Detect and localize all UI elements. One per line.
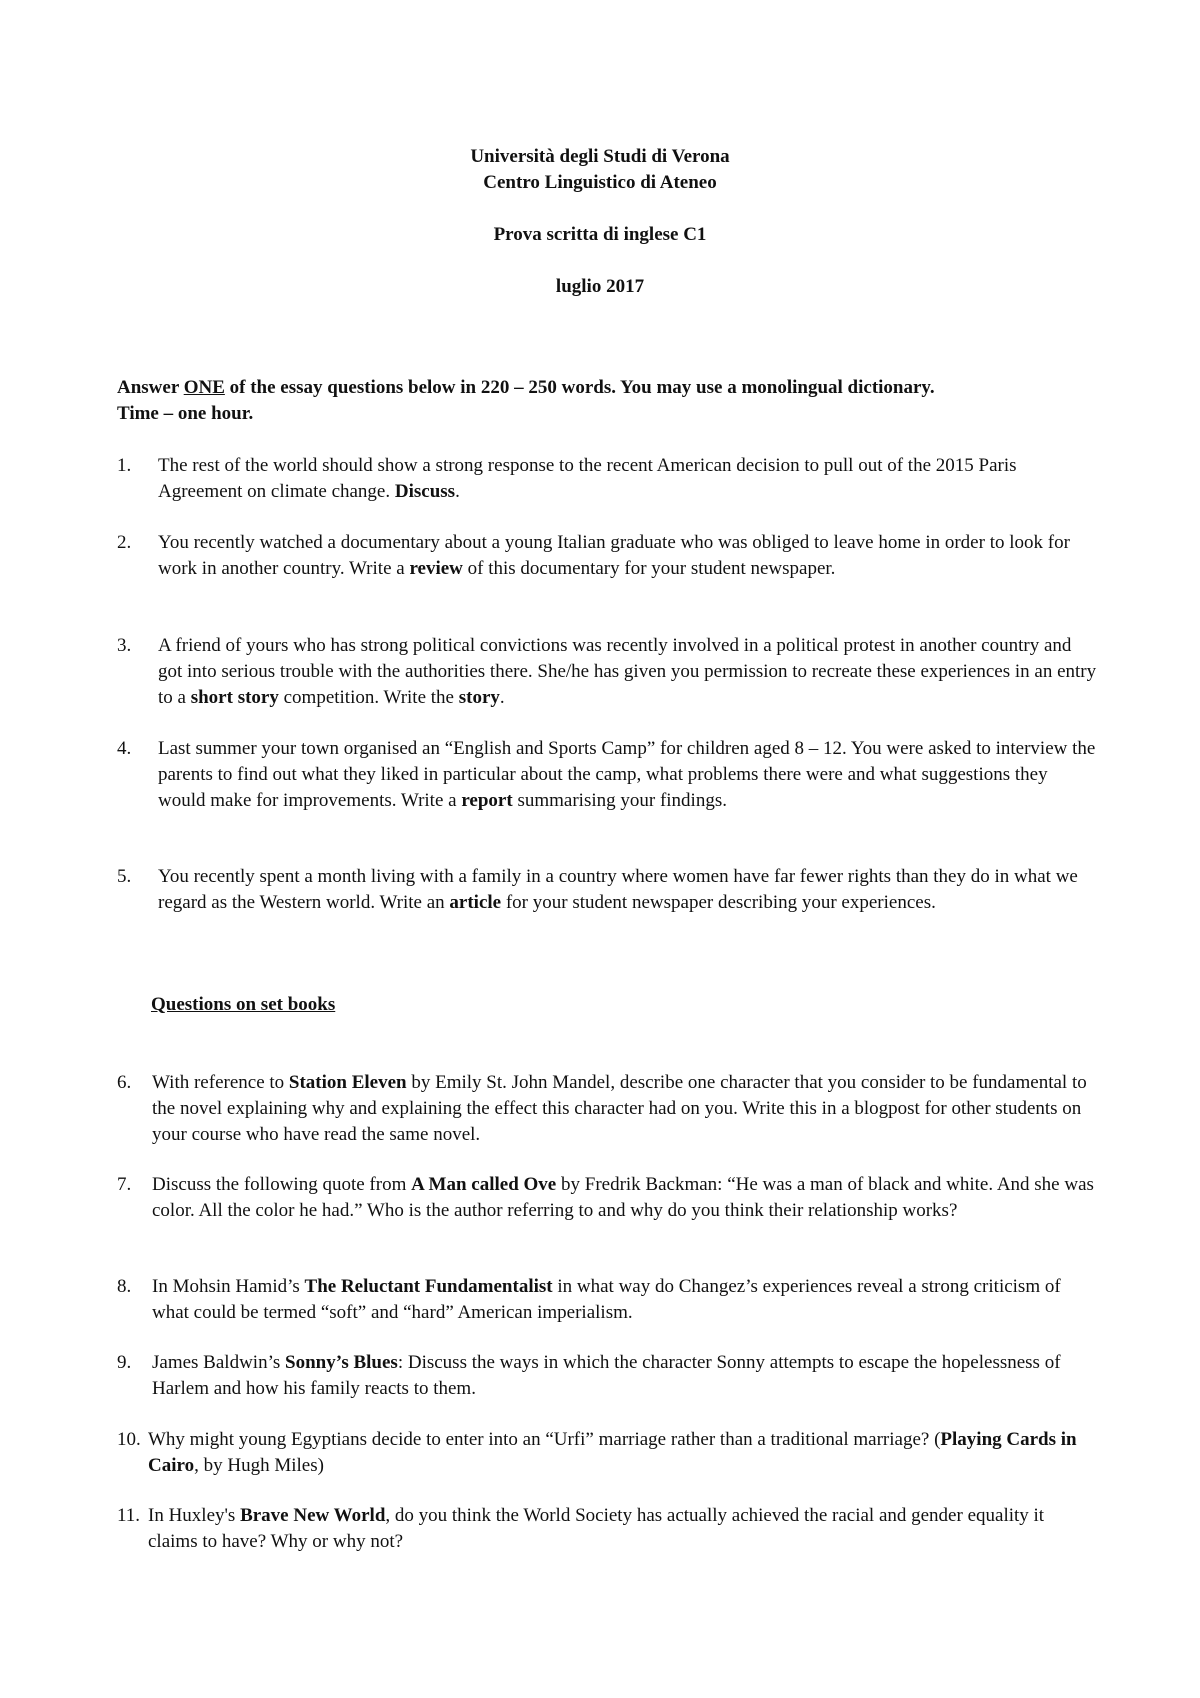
question-number: 2.: [117, 532, 132, 553]
set-books-heading: Questions on set books: [151, 994, 336, 1015]
question-text: You recently watched a documentary about a young Italian graduate who was obliged to leave home in order to look for work in another country. Write a review of this documentary for your student newspaper.: [158, 532, 1070, 579]
task-keyword: Discuss: [394, 481, 456, 502]
question-text: Why might young Egyptians decide to enter into an “Urfi” marriage rather than a traditional marriage? (Playing Cards in Cairo, by Hugh Miles): [148, 1429, 1077, 1476]
task-keyword: review: [409, 558, 463, 579]
book-title: Brave New World: [240, 1505, 386, 1526]
question-text: Discuss the following quote from A Man called Ove by Fredrik Backman: “He was a man of black and white. And she was color. All the color he had.” Who is the author referring to and why do you think their relationship works?: [152, 1174, 1094, 1221]
task-keyword: report: [461, 790, 513, 811]
question-number: 1.: [117, 455, 132, 476]
book-title: A Man called Ove: [411, 1174, 557, 1195]
question-text: A friend of yours who has strong political convictions was recently involved in a political protest in another country and got into serious trouble with the authorities there. She/he has given you permission to recreate these experiences in an entry to a short story competition. Write the story.: [158, 635, 1097, 708]
task-keyword: article: [449, 892, 502, 913]
university-name: Università degli Studi di Verona: [470, 146, 730, 167]
question-text: In Huxley's Brave New World, do you think the World Society has actually achieved the racial and gender equality it claims to have? Why or why not?: [148, 1505, 1045, 1552]
question-text: You recently spent a month living with a family in a country where women have far fewer rights than they do in what we regard as the Western world. Write an article for your student newspaper describing your experiences.: [158, 866, 1078, 913]
question-number: 6.: [117, 1072, 132, 1093]
question-number: 8.: [117, 1276, 132, 1297]
question-number: 7.: [117, 1174, 132, 1195]
exam-date: luglio 2017: [555, 276, 645, 297]
book-title: The Reluctant Fundamentalist: [304, 1276, 553, 1297]
exam-instructions: [117, 375, 1097, 427]
question-number: 11.: [117, 1505, 141, 1526]
task-keyword: short story: [190, 687, 279, 708]
question-number: 4.: [117, 738, 132, 759]
question-number: 9.: [117, 1352, 132, 1373]
instructions-pre: Answer: [117, 377, 184, 398]
centre-name: Centro Linguistico di Ateneo: [483, 172, 717, 193]
question-text: The rest of the world should show a strong response to the recent American decision to pull out of the 2015 Paris Agreement on climate change. Discuss.: [158, 455, 1017, 502]
book-title: Sonny’s Blues: [285, 1352, 398, 1373]
exam-title: Prova scritta di inglese C1: [493, 224, 707, 245]
question-text: In Mohsin Hamid’s The Reluctant Fundamentalist in what way do Changez’s experiences reveal a strong criticism of what could be termed “soft” and “hard” American imperialism.: [152, 1276, 1061, 1323]
question-number: 5.: [117, 866, 132, 887]
book-title: Station Eleven: [288, 1072, 407, 1093]
question-text: James Baldwin’s Sonny’s Blues: Discuss the ways in which the character Sonny attempts to escape the hopelessness of Harlem and how his family reacts to them.: [152, 1352, 1061, 1399]
question-number: 10.: [117, 1429, 141, 1450]
instructions-time: Time – one hour.: [117, 403, 254, 424]
question-text: Last summer your town organised an “English and Sports Camp” for children aged 8 – 12. You were asked to interview the parents to find out what they liked in particular about the camp, what problems there were and what suggestions they would make for improvements. Write a report summarising your findings.: [158, 738, 1096, 811]
question-number: 3.: [117, 635, 132, 656]
task-keyword: story: [458, 687, 500, 708]
book-title: Playing Cards in Cairo: [148, 1429, 1077, 1476]
question-text: With reference to Station Eleven by Emily St. John Mandel, describe one character that you consider to be fundamental to the novel explaining why and explaining the effect this character had on you. Write this in a blogpost for other students on your course who have read the same novel.: [152, 1072, 1087, 1145]
instructions-one: ONE: [183, 377, 225, 398]
instructions-post: of the essay questions below in 220 – 250 words. You may use a monolingual dictionary.: [224, 377, 935, 398]
